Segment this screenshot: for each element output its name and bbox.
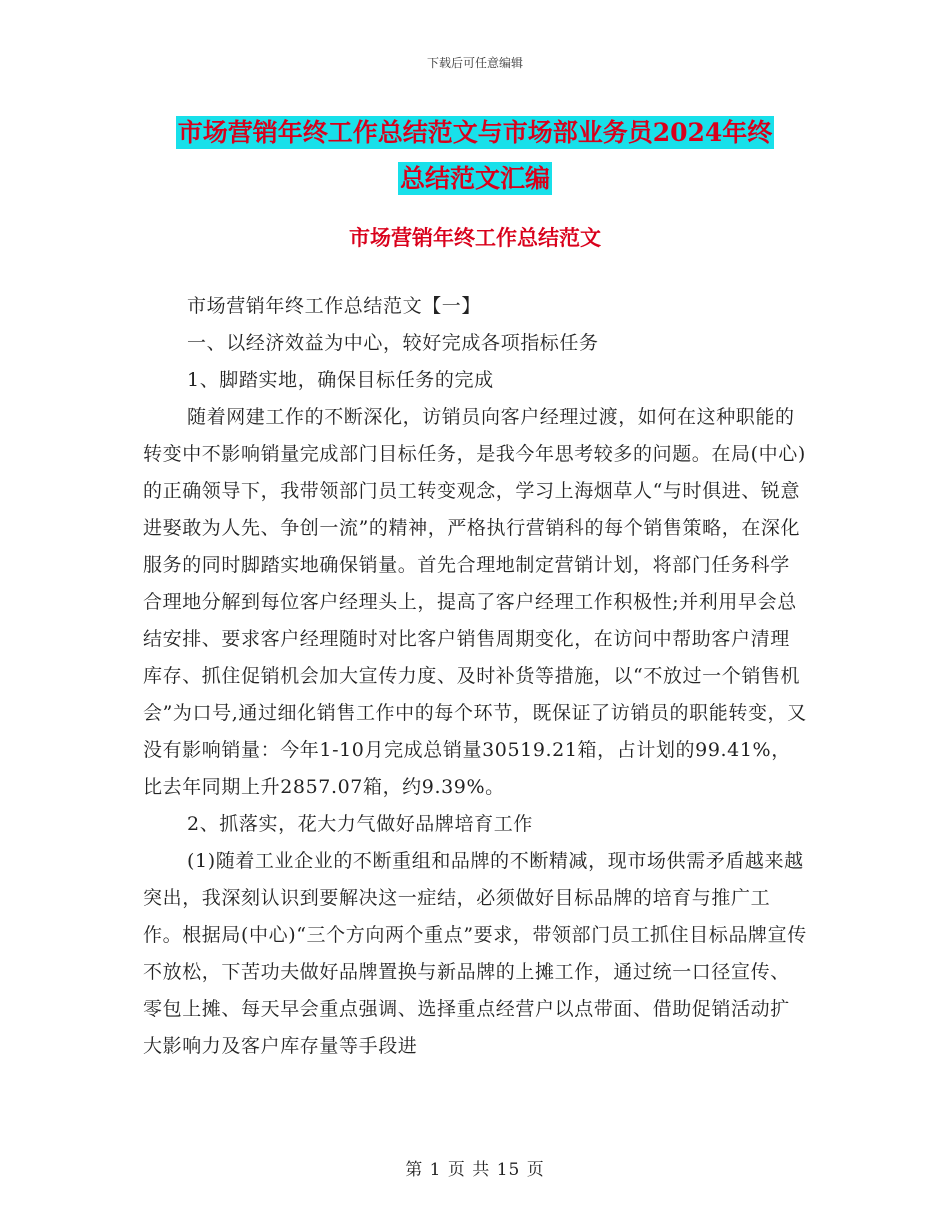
document-title-line2: 总结范文汇编 [399,164,550,193]
paragraph-heading-1: 市场营销年终工作总结范文【一】 [187,295,482,317]
document-body [143,288,808,1065]
section-title: 市场营销年终工作总结范文 [349,225,601,250]
document-title-line1: 市场营销年终工作总结范文与市场部业务员2024年终 [177,118,773,147]
paragraph-heading-2: 一、以经济效益为中心，较好完成各项指标任务 [187,332,599,354]
paragraph-heading-4: 2、抓落实，花大力气做好品牌培育工作 [187,813,533,835]
paragraph-heading-3: 1、脚踏实地，确保目标任务的完成 [187,369,494,391]
page-number: 第 1 页 共 15 页 [405,1160,545,1180]
paragraph-body-2: (1)随着工业企业的不断重组和品牌的不断精减，现市场供需矛盾越来越突出，我深刻认识到要解决这一症结，必须做好目标品牌的培育与推广工作。根据局(中心)“三个方向两个重点”要求，带领部门员工抓住目标品牌宣传不放松，下苦功夫做好品牌置换与新品牌的上摊工作，通过统一口径宣传、零包上摊、每天早会重点强调、选择重点经营户以点带面、借助促销活动扩大影响力及客户库存量等手段进 [143,850,807,1057]
header-note: 下载后可任意编辑 [426,56,523,70]
document-title [150,110,800,202]
paragraph-body-1: 随着网建工作的不断深化，访销员向客户经理过渡，如何在这种职能的转变中不影响销量完成部门目标任务，是我今年思考较多的问题。在局(中心)的正确领导下，我带领部门员工转变观念，学习上海烟草人“与时俱进、锐意进娶敢为人先、争创一流”的精神，严格执行营销科的每个销售策略，在深化服务的同时脚踏实地确保销量。首先合理地制定营销计划，将部门任务科学合理地分解到每位客户经理头上，提高了客户经理工作积极性;并利用早会总结安排、要求客户经理随时对比客户销售周期变化，在访问中帮助客户清理库存、抓住促销机会加大宣传力度、及时补货等措施，以“不放过一个销售机会”为口号,通过细化销售工作中的每个环节，既保证了访销员的职能转变，又没有影响销量：今年1-10月完成总销量30519.21箱，占计划的99.41%，比去年同期上升2857.07箱，约9.39%。 [143,406,807,798]
